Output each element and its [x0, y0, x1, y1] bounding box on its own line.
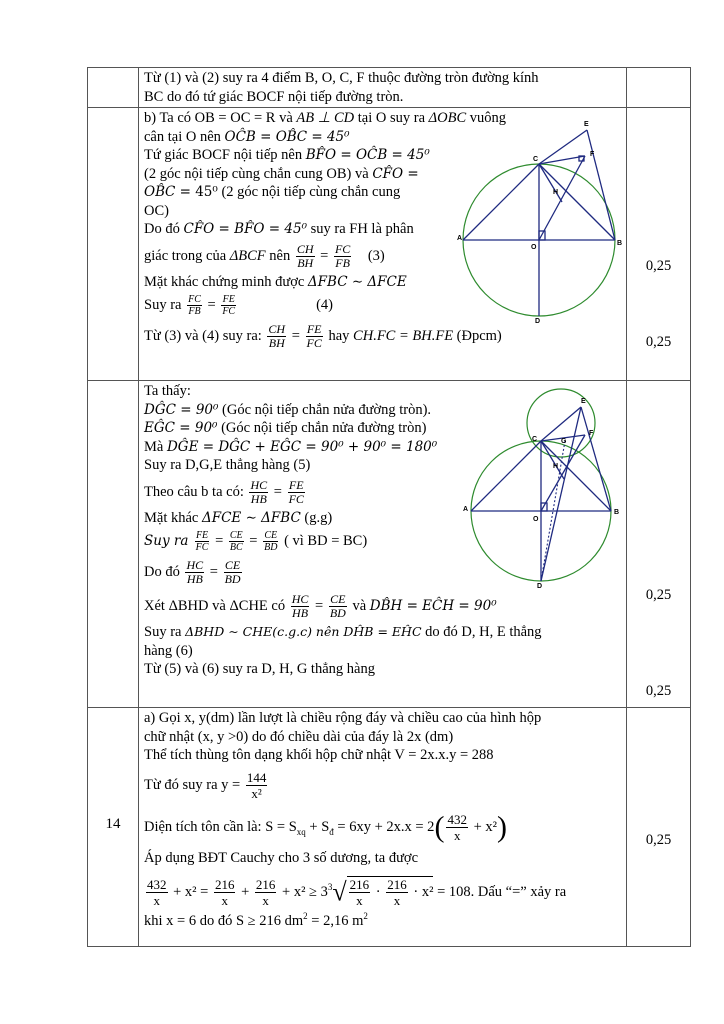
score-cell: [627, 68, 691, 108]
point-label: H: [553, 463, 559, 470]
fraction: $\frac{FE}{FC}$: [306, 322, 322, 351]
point-label: B: [617, 240, 623, 247]
score-cell: [627, 381, 691, 708]
point-label: A: [457, 235, 463, 242]
point-label: E: [581, 398, 586, 405]
fraction: $\frac{216}{x}$: [214, 877, 235, 908]
text-line: Áp dụng BĐT Cauchy cho 3 số dương, ta được: [144, 849, 419, 866]
fraction: $\frac{HC}{HB}$: [250, 477, 268, 506]
score-value: 0,25: [645, 683, 672, 699]
text-line: Suy ra ΔBHD ∼ CHE(c.g.c) nên DĤB = EĤC do đó D, H, E thẳng: [144, 624, 542, 640]
problem-number-cell: [88, 68, 139, 108]
text-line: Do đó CF̂O = BF̂O = 45⁰ suy ra FH là phân: [144, 221, 414, 237]
point-label: D: [537, 583, 543, 589]
text-line: Mặt khác ΔFCE ∼ ΔFBC (g.g): [144, 509, 333, 526]
solution-cell: [139, 68, 627, 108]
text-line: Từ (1) và (2) suy ra 4 điểm B, O, C, F thuộc đường tròn đường kính: [144, 70, 539, 86]
point-label: F: [589, 430, 594, 437]
fraction: $\frac{CE}{BD}$: [224, 558, 241, 587]
text-line: b) Ta có OB = OC = R và AB ⊥ CD tại O suy ra ΔOBC vuông: [144, 110, 507, 126]
text-line: Ta thấy:: [144, 383, 191, 399]
text-line: Suy ra D,G,E thẳng hàng (5): [144, 457, 311, 473]
text-line: Tứ giác BOCF nội tiếp nên BF̂O = OĈB = 45⁰: [144, 147, 430, 163]
text-line: OB̂C = 45⁰ (2 góc nội tiếp cùng chắn cung: [144, 184, 401, 200]
fraction: $\frac{CE}{BD}$: [264, 530, 278, 554]
fraction: $\frac{432}{x}$: [147, 877, 167, 908]
score-value: 0,25: [645, 334, 672, 350]
fraction: $\frac{CE}{BC}$: [229, 530, 243, 554]
score-cell: [627, 708, 691, 947]
point-label: E: [584, 121, 589, 128]
point-label: F: [590, 151, 595, 158]
fraction: $\frac{FE}{FC}$: [288, 477, 304, 506]
score-value: 0,25: [645, 258, 672, 274]
point-label: C: [532, 436, 538, 443]
point-label: O: [531, 244, 537, 251]
fraction: $\frac{216}{x}$: [349, 877, 370, 908]
text-line: Do đó $\frac{HC}{HB}$ = $\frac{CE}{BD}$: [144, 558, 241, 587]
table-row: [88, 68, 691, 108]
text-line: $\frac{432}{x}$ + x² = $\frac{216}{x}$ + $\frac{216}{x}$ + $x^2 \ge 3^3√$ $\frac{216}{x}$ · $\frac{216}{x}$ · x² = 108. Dấu “=” xảy ra: [147, 877, 567, 908]
fraction: $\frac{HC}{HB}$: [186, 558, 204, 587]
solution-table: [87, 67, 691, 947]
point-label: A: [463, 506, 469, 513]
text-line: Mặt khác chứng minh được ΔFBC ∼ ΔFCE: [144, 273, 407, 290]
table-row: [88, 108, 691, 381]
text-line: cân tại O nên OĈB = OB̂C = 45⁰: [144, 128, 350, 145]
text-line: khi x = 6 do đó S ≥ 216 $dm^2 = 2,16$ $m^2$: [144, 911, 368, 929]
text-line: Suy ra $\frac{FE}{FC}$ = $\frac{CE}{BC}$ = $\frac{CE}{BD}$ ( vì BD = BC): [144, 530, 368, 554]
text-line: Từ (5) và (6) suy ra D, H, G thẳng hàng: [144, 661, 375, 677]
text-line: Suy ra $\frac{FC}{FB}$ = $\frac{FE}{FC}$ (4): [144, 294, 334, 318]
text-line: BC do đó tứ giác BOCF nội tiếp đường tròn.: [144, 88, 404, 105]
fraction: $\frac{CE}{BD}$: [329, 592, 346, 621]
text-line: (2 góc nội tiếp cùng chắn cung OB) và CF̂O =: [144, 165, 419, 182]
problem-number: 14: [105, 816, 121, 832]
geometry-figure-c: [463, 383, 627, 589]
fraction: $\frac{216}{x}$: [255, 877, 276, 908]
problem-number-cell: [88, 708, 139, 947]
text-line: hàng (6): [144, 642, 193, 659]
text-line: giác trong của ΔBCF nên $\frac{CH}{BH}$ = $\frac{FC}{FB}$ (3): [144, 241, 385, 270]
table-row: [88, 381, 691, 708]
text-line: Mà DĜE = DĜC + EĜC = 90⁰ + 90⁰ = 180⁰: [144, 438, 438, 455]
fraction: $\frac{FE}{FC}$: [222, 294, 236, 318]
text-line: OC): [144, 202, 169, 219]
text-line: DĜC = 90⁰ (Góc nội tiếp chắn nửa đường tròn).: [144, 401, 432, 418]
fraction: $\frac{FC}{FB}$: [188, 294, 201, 318]
solution-cell: [139, 108, 627, 381]
point-label: O: [533, 516, 539, 523]
text-line: chữ nhật (x, y >0) do đó chiều dài của đáy là 2x (dm): [144, 728, 454, 745]
point-label: B: [614, 509, 620, 516]
point-label: D: [535, 318, 541, 324]
table-row: [88, 708, 691, 947]
solution-cell: [139, 708, 627, 947]
text-line: Diện tích tôn cần là: $S = S_{xq} + S_đ = 6xy + 2x.x = 2$( $\frac{432}{x}$ + x²): [144, 810, 507, 844]
text-line: Từ đó suy ra y = $\frac{144}{\text{x²}}$: [144, 769, 267, 801]
problem-number-cell: [88, 381, 139, 708]
solution-cell: [139, 381, 627, 708]
score-cell: [627, 108, 691, 381]
point-label: C: [533, 156, 539, 163]
fraction: $\frac{216}{x}$: [387, 877, 407, 908]
text-line: Theo câu b ta có: $\frac{HC}{HB}$ = $\frac{FE}{FC}$: [144, 477, 304, 506]
text-line: a) Gọi x, y(dm) lần lượt là chiều rộng đáy và chiều cao của hình hộp: [144, 710, 542, 726]
text-line: Xét ΔBHD và ΔCHE có $\frac{HC}{HB}$ = $\frac{CE}{BD}$ và DB̂H = EĈH = 90⁰: [144, 592, 497, 621]
fraction: $\frac{FE}{FC}$: [195, 530, 209, 554]
score-value: 0,25: [645, 587, 672, 603]
geometry-figure-b: [457, 114, 627, 324]
text-line: Thể tích thùng tôn dạng khối hộp chữ nhật V = 2x.x.y = 288: [144, 747, 494, 763]
fraction: $\frac{CH}{BH}$: [296, 241, 314, 270]
fraction: $\frac{HC}{HB}$: [291, 592, 309, 621]
fraction: $\frac{CH}{BH}$: [268, 322, 286, 351]
point-label: G: [561, 438, 567, 445]
fraction: $\frac{144}{\text{x²}}$: [246, 769, 267, 801]
fraction: $\frac{432}{x}$: [447, 811, 467, 843]
fraction: $\frac{FC}{FB}$: [334, 241, 351, 270]
point-label: H: [553, 189, 559, 196]
text-line: EĜC = 90⁰ (Góc nội tiếp chắn nửa đường tròn): [144, 420, 427, 436]
text-line: Từ (3) và (4) suy ra: $\frac{CH}{BH}$ = $\frac{FE}{FC}$ hay CH.FC = BH.FE (Đpcm): [144, 322, 502, 351]
score-value: 0,25: [645, 832, 672, 848]
problem-number-cell: [88, 108, 139, 381]
